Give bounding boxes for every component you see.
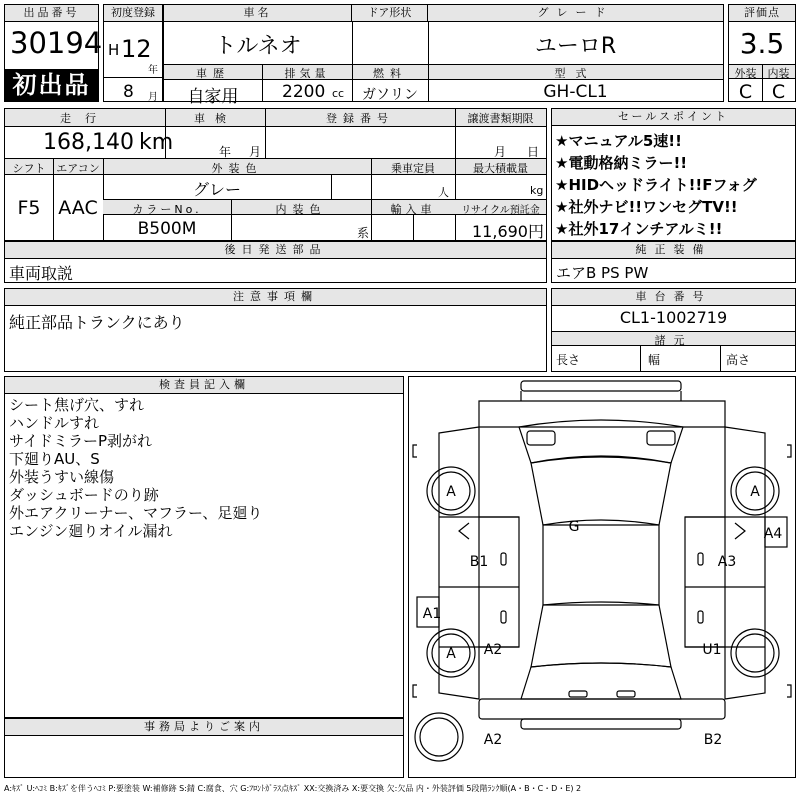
inspection-label: 車検 <box>194 112 236 125</box>
grade-value: ユーロR <box>534 34 617 59</box>
office-box <box>4 718 404 778</box>
ext-color-label: 外装色 <box>211 162 263 175</box>
mark-rear-bumper-right: B2 <box>703 732 723 748</box>
equipment-box <box>551 241 796 283</box>
mileage-label: 走行 <box>60 112 110 125</box>
color-no-label: カラーNo. <box>132 203 202 216</box>
kg-unit: kg <box>530 184 544 197</box>
mark-right-front-door: A3 <box>717 554 737 570</box>
equipment-title: 純正装備 <box>552 242 795 259</box>
ac-value: AAC <box>58 197 98 219</box>
mileage-value: 168,140 <box>43 130 134 155</box>
transfer-month-unit: 月 <box>494 145 507 159</box>
inspector-notes <box>9 396 262 540</box>
ext-label: 外装 <box>734 67 757 80</box>
reg-month-unit: 月 <box>148 92 158 103</box>
fuel-value: ガソリン <box>362 87 418 103</box>
name-label: 車名 <box>164 5 352 22</box>
color-no-value: B500M <box>137 219 197 239</box>
notes-box <box>4 288 547 372</box>
width-label: 幅 <box>648 353 661 367</box>
first-listing-badge: 初出品 <box>5 69 98 101</box>
chassis-title: 車台番号 <box>552 289 795 306</box>
chassis-value: CL1-1002719 <box>619 308 728 327</box>
notes-title: 注意事項欄 <box>5 289 546 306</box>
later-parts-value: 車両取説 <box>9 264 74 283</box>
selling-point: ★マニュアル5速!! <box>555 132 682 150</box>
vehicle-info-box <box>4 108 547 241</box>
recycle-label: リサイクル預託金 <box>461 205 540 216</box>
int-grade: C <box>771 81 786 103</box>
inspector-line: 下廻りAU、S <box>9 450 100 468</box>
import-label: 輸入車 <box>390 203 436 216</box>
mark-right-rear: U1 <box>702 642 722 658</box>
cc-unit: cc <box>332 87 345 100</box>
person-unit: 人 <box>438 186 449 199</box>
lot-box <box>4 4 103 102</box>
recycle-value: 11,690円 <box>472 222 544 241</box>
inspector-line: 外装うすい線傷 <box>9 468 115 486</box>
mark-wheel-fr: A <box>750 484 760 500</box>
office-title: 事務局よりご案内 <box>5 719 403 736</box>
km-unit: km <box>139 130 174 155</box>
reg-month: 8 <box>123 82 134 102</box>
mark-rear-bumper-left: A2 <box>483 732 503 748</box>
int-color-unit: 系 <box>357 226 370 240</box>
length-label: 長さ <box>556 353 581 367</box>
selling-points-list <box>555 130 757 240</box>
score-value: 3.5 <box>739 27 785 60</box>
later-parts-title: 後日発送部品 <box>5 242 546 259</box>
displacement-label: 排気量 <box>284 67 330 80</box>
lot-number: 30194 <box>10 26 103 60</box>
inspector-line: ダッシュボードのり跡 <box>9 486 159 504</box>
ac-label: エアコン <box>56 162 100 175</box>
fuel-label: 燃料 <box>373 67 407 80</box>
selling-point: ★電動格納ミラー!! <box>555 154 688 172</box>
ext-color-value: グレー <box>192 180 241 199</box>
reg-label: 初度登録 <box>104 5 162 22</box>
selling-point: ★HIDヘッドライト!!Fフォグ <box>555 176 757 194</box>
inspector-line: 外エアクリーナー、マフラー、足廻り <box>9 504 263 522</box>
car-name: トルネオ <box>214 34 302 59</box>
displacement-value: 2200 <box>282 82 326 102</box>
car-diagram-box <box>408 376 796 778</box>
score-box <box>728 4 796 102</box>
mark-right-fender: A4 <box>763 526 783 542</box>
equipment-value: エアB PS PW <box>556 264 649 282</box>
door-label: ドア形状 <box>352 5 428 22</box>
model-value: GH-CL1 <box>543 82 608 102</box>
int-color-label: 内装色 <box>275 203 327 216</box>
shift-value: F5 <box>17 197 41 219</box>
inspector-line: ハンドルすれ <box>9 414 100 432</box>
registration-box <box>103 4 163 102</box>
legend-text: A:ｷｽﾞ U:ﾍｺﾐ B:ｷｽﾞを伴うﾍｺﾐ P:要塗装 W:補修跡 S:錆 C:腐食、穴 G:ﾌﾛﾝﾄｶﾞﾗｽ点ｷｽﾞ XX:交換済み X:要交換 欠:欠品 内・外装評価 5段階ﾗﾝｸ順(A・B・C・D・E) 2 <box>4 784 582 793</box>
car-damage-diagram <box>409 377 795 777</box>
inspection-year-unit: 年 <box>219 145 232 159</box>
reg-year: 12 <box>121 35 152 63</box>
inspector-line: エンジン廻りオイル漏れ <box>9 522 173 540</box>
mark-left-front-door: B1 <box>469 554 489 570</box>
history-value: 自家用 <box>187 87 239 107</box>
notes-value: 純正部品トランクにあり <box>9 313 185 332</box>
model-label: 型式 <box>554 67 597 80</box>
inspection-month-unit: 月 <box>249 145 262 159</box>
shift-label: シフト <box>12 162 46 175</box>
history-label: 車歴 <box>196 67 230 80</box>
plate-label: 登録番号 <box>326 112 394 125</box>
selling-points-box <box>551 108 796 241</box>
transfer-day-unit: 日 <box>527 145 540 159</box>
inspector-box <box>4 376 404 718</box>
mark-left-rear-door: A2 <box>483 642 503 658</box>
lot-label: 出品番号 <box>5 5 98 22</box>
ext-grade: C <box>738 81 753 103</box>
inspector-line: シート焦げ穴、すれ <box>9 396 145 414</box>
mark-wheel-rl: A <box>446 646 456 662</box>
selling-point: ★社外17インチアルミ!! <box>555 220 723 238</box>
chassis-box <box>551 288 796 372</box>
dimensions-title: 諸元 <box>654 334 693 347</box>
int-label: 内装 <box>767 67 790 80</box>
transfer-label: 譲渡書類期限 <box>467 112 534 125</box>
grade-label: グレード <box>428 5 723 22</box>
score-label: 評価点 <box>729 5 795 22</box>
height-label: 高さ <box>726 353 751 367</box>
mark-left-quarter: A1 <box>422 606 442 622</box>
name-grade-box <box>163 4 724 107</box>
later-parts-box <box>4 241 547 283</box>
mark-wheel-fl: A <box>446 484 456 500</box>
selling-points-title: セールスポイント <box>552 109 795 126</box>
reg-year-unit: 年 <box>148 65 158 76</box>
mark-roof: G <box>568 519 580 535</box>
inspector-title: 検査員記入欄 <box>5 377 403 394</box>
capacity-label: 乗車定員 <box>391 162 435 175</box>
selling-point: ★社外ナビ!!ワンセグTV!! <box>555 198 738 216</box>
load-label: 最大積載量 <box>473 162 528 175</box>
reg-era: H <box>108 41 120 59</box>
inspector-line: サイドミラーP剥がれ <box>9 432 152 450</box>
